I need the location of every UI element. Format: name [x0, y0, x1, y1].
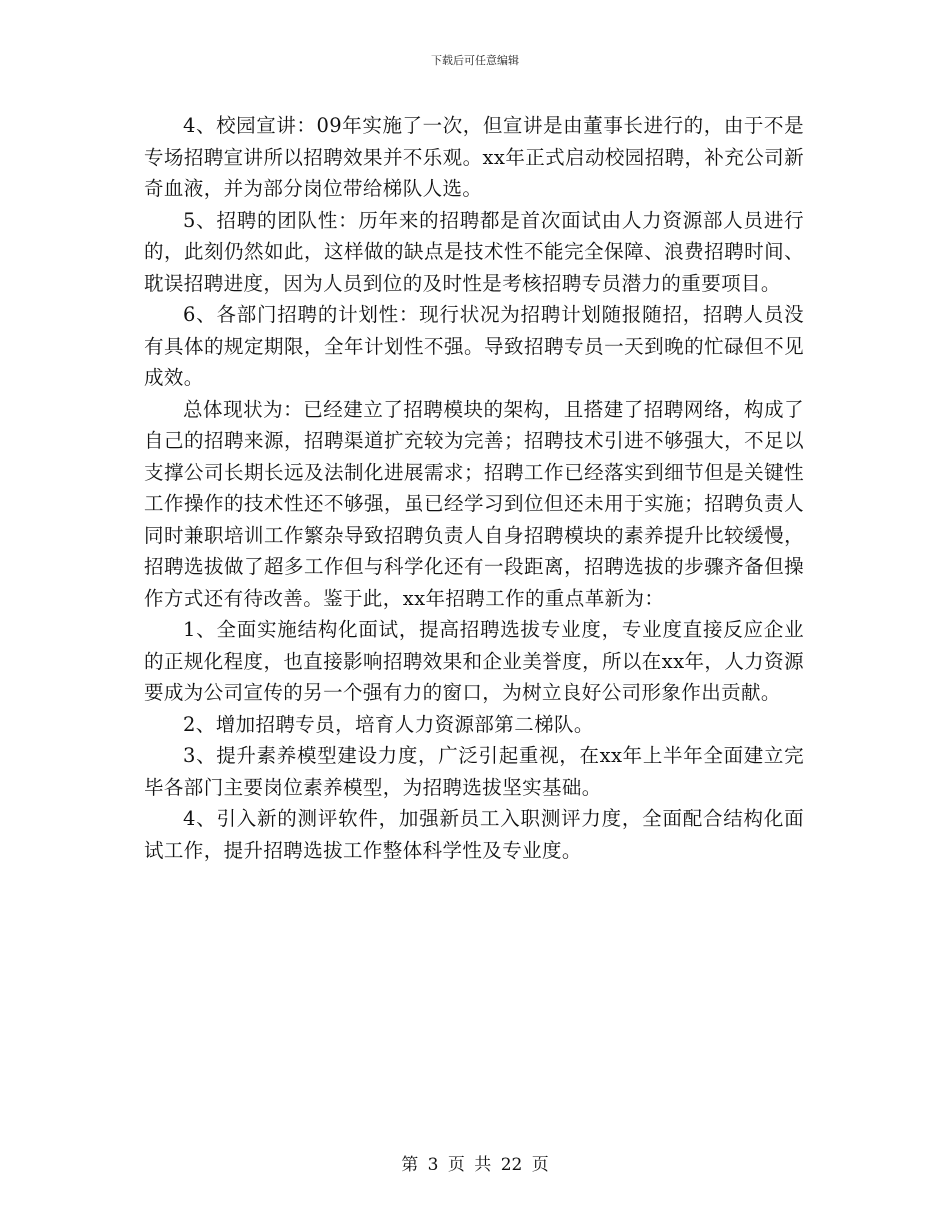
paragraph-assessment-software: 4、引入新的测评软件，加强新员工入职测评力度，全面配合结构化面试工作，提升招聘选拔工作整体科学性及专业度。 — [144, 807, 804, 862]
paragraph-add-specialist: 2、增加招聘专员，培育人力资源部第二梯队。 — [183, 712, 594, 736]
page-number-footer: 第 3 页 共 22 页 — [401, 1155, 549, 1175]
paragraph-campus-recruiting: 4、校园宣讲：09年实施了一次，但宣讲是由董事长进行的，由于不是专场招聘宣讲所以招聘效果并不乐观。xx年正式启动校园招聘，补充公司新奇血液，并为部分岗位带给梯队人选。 — [144, 114, 804, 200]
document-body — [144, 110, 804, 866]
paragraph-competency-model: 3、提升素养模型建设力度，广泛引起重视，在xx年上半年全面建立完毕各部门主要岗位素养模型，为招聘选拔坚实基础。 — [144, 744, 804, 799]
paragraph-structured-interview: 1、全面实施结构化面试，提高招聘选拔专业度，专业度直接反应企业的正规化程度，也直接影响招聘效果和企业美誉度，所以在xx年，人力资源要成为公司宣传的另一个强有力的窗口，为树立良好公司形象作出贡献。 — [144, 618, 804, 704]
paragraph-overall-status: 总体现状为：已经建立了招聘模块的架构，且搭建了招聘网络，构成了自己的招聘来源，招聘渠道扩充较为完善；招聘技术引进不够强大，不足以支撑公司长期长远及法制化进展需求；招聘工作已经落实到细节但是关键性工作操作的技术性还不够强，虽已经学习到位但还未用于实施；招聘负责人同时兼职培训工作繁杂导致招聘负责人自身招聘模块的素养提升比较缓慢，招聘选拔做了超多工作但与科学化还有一段距离，招聘选拔的步骤齐备但操作方式还有待改善。鉴于此，xx年招聘工作的重点革新为： — [144, 397, 804, 610]
paragraph-recruiting-plan: 6、各部门招聘的计划性：现行状况为招聘计划随报随招，招聘人员没有具体的规定期限，全年计划性不强。导致招聘专员一天到晚的忙碌但不见成效。 — [144, 303, 804, 389]
page-header: 下载后可任意编辑 — [431, 54, 519, 67]
paragraph-team-recruiting: 5、招聘的团队性：历年来的招聘都是首次面试由人力资源部人员进行的，此刻仍然如此，这样做的缺点是技术性不能完全保障、浪费招聘时间、耽误招聘进度，因为人员到位的及时性是考核招聘专员潜力的重要项目。 — [144, 208, 804, 295]
